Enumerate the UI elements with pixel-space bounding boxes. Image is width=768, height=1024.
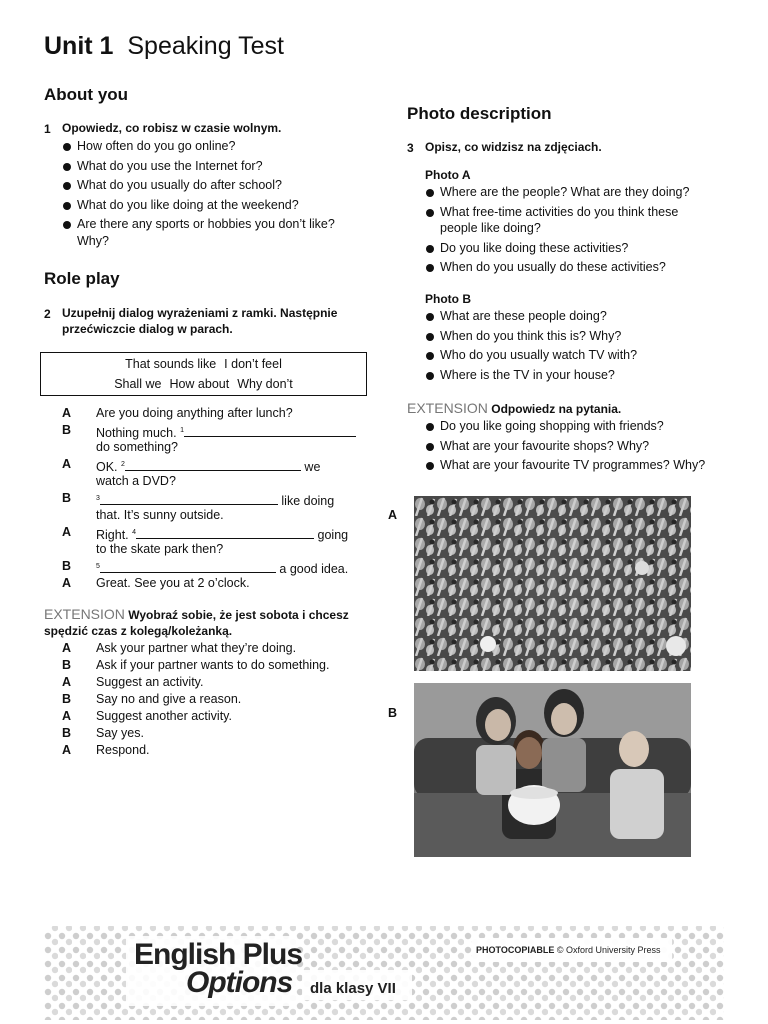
- blank-field[interactable]: [100, 492, 278, 505]
- speaker-label: A: [62, 675, 72, 689]
- speaker-label: A: [62, 709, 72, 723]
- dialog-line: do something?: [96, 440, 179, 454]
- grade-label: dla klasy VII: [310, 980, 396, 997]
- extension-instruction: [407, 400, 727, 417]
- brand-name: English Plus: [134, 938, 303, 971]
- crowd-image: [414, 496, 691, 671]
- list-item: Do you like doing these activities?: [425, 240, 715, 257]
- phrase: I don’t feel: [224, 357, 282, 371]
- speaker-label: A: [62, 743, 72, 757]
- speaker-label: B: [62, 658, 72, 672]
- step-text: Say no and give a reason.: [96, 692, 242, 706]
- question-instruction: Uzupełnij dialog wyrażeniami z ramki. Następnie przećwiczcie dialog w parach.: [62, 306, 338, 336]
- step-text: Respond.: [96, 743, 150, 757]
- copyright-line: [476, 945, 661, 955]
- friends-tv-photo: [414, 683, 691, 857]
- roleplay-heading: Role play: [44, 269, 120, 288]
- list-item: Where is the TV in your house?: [425, 367, 715, 384]
- dialog-line: Are you doing anything after lunch?: [96, 406, 293, 420]
- step-text: Suggest an activity.: [96, 675, 204, 689]
- extension-text: Odpowiedz na pytania.: [491, 402, 622, 416]
- photo-b-marker: B: [388, 706, 398, 720]
- speaker-label: B: [62, 423, 72, 437]
- list-item: What are your favourite shops? Why?: [425, 438, 725, 455]
- dialog-line: to the skate park then?: [96, 542, 224, 556]
- speaker-label: A: [62, 457, 72, 471]
- speaker-label: B: [62, 692, 72, 706]
- question-number: 1: [44, 122, 51, 136]
- question-number: 3: [407, 141, 414, 155]
- extension-label: EXTENSION: [44, 606, 125, 622]
- speaker-label: B: [62, 559, 72, 573]
- list-item: Who do you usually watch TV with?: [425, 347, 715, 364]
- list-item: What are your favourite TV programmes? Why?: [425, 457, 725, 474]
- list-item: How often do you go online?: [62, 138, 362, 155]
- list-item: What free-time activities do you think these people like doing?: [425, 204, 715, 237]
- page-title: Unit 1 Speaking Test: [44, 32, 284, 60]
- list-item: When do you usually do these activities?: [425, 259, 715, 276]
- speaker-label: A: [62, 576, 72, 590]
- extension-instruction: [44, 606, 364, 639]
- photo-b-label: Photo B: [425, 292, 471, 306]
- extension-label: EXTENSION: [407, 400, 488, 416]
- question-instruction: Opisz, co widzisz na zdjęciach.: [425, 140, 602, 154]
- about-questions: [62, 138, 362, 252]
- phrase: How about: [169, 377, 230, 391]
- extension-text: Wyobraź sobie, że jest sobota i chcesz spędzić czas z kolegą/koleżanką.: [44, 608, 349, 638]
- brand-subname: Options: [186, 966, 293, 999]
- list-item: What do you use the Internet for?: [62, 158, 362, 175]
- step-text: Ask if your partner wants to do something.: [96, 658, 330, 672]
- blank-field[interactable]: [100, 560, 276, 573]
- list-item: Are there any sports or hobbies you don’t like? Why?: [62, 216, 362, 249]
- photo-b-questions: [425, 308, 715, 386]
- step-text: Suggest another activity.: [96, 709, 232, 723]
- photo-heading: Photo description: [407, 104, 552, 123]
- extension-steps: [62, 640, 362, 759]
- dialog-line: OK. $^2$ we: [96, 460, 321, 475]
- phrase: That sounds like: [125, 357, 217, 371]
- dialog: [62, 405, 362, 592]
- step-text: Ask your partner what they’re doing.: [96, 641, 297, 655]
- crowd-photo: [414, 496, 691, 671]
- dialog-line: Right. $^4$ going: [96, 528, 349, 543]
- footer: [44, 918, 724, 1020]
- phrase-box: [40, 352, 367, 396]
- phrase: Why don’t: [237, 377, 293, 391]
- dialog-line: watch a DVD?: [96, 474, 176, 488]
- extension-questions: [425, 418, 725, 477]
- step-text: Say yes.: [96, 726, 144, 740]
- dialog-line: $^3$ like doing: [96, 494, 335, 509]
- list-item: What do you like doing at the weekend?: [62, 197, 362, 214]
- speaker-label: B: [62, 491, 72, 505]
- list-item: When do you think this is? Why?: [425, 328, 715, 345]
- speaker-label: A: [62, 641, 72, 655]
- blank-field[interactable]: [184, 424, 356, 437]
- list-item: What are these people doing?: [425, 308, 715, 325]
- photocopiable-label: PHOTOCOPIABLE: [476, 945, 555, 955]
- copyright-text: © Oxford University Press: [556, 945, 661, 955]
- photo-a-marker: A: [388, 508, 398, 522]
- dialog-line: Great. See you at 2 o’clock.: [96, 576, 250, 590]
- list-item: Do you like going shopping with friends?: [425, 418, 725, 435]
- phrase: Shall we: [114, 377, 162, 391]
- speaker-label: B: [62, 726, 72, 740]
- blank-field[interactable]: [136, 526, 314, 539]
- question-instruction: Opowiedz, co robisz w czasie wolnym.: [62, 121, 282, 135]
- list-item: What do you usually do after school?: [62, 177, 362, 194]
- blank-field[interactable]: [125, 458, 301, 471]
- photo-a-questions: [425, 184, 715, 279]
- speaker-label: A: [62, 525, 72, 539]
- photo-a-label: Photo A: [425, 168, 471, 182]
- friends-image: [414, 683, 691, 857]
- dialog-line: Nothing much. $^1$: [96, 422, 356, 442]
- about-heading: About you: [44, 85, 129, 104]
- speaker-label: A: [62, 406, 72, 420]
- dialog-line: $^5$ a good idea.: [96, 562, 349, 577]
- question-number: 2: [44, 307, 51, 321]
- list-item: Where are the people? What are they doing?: [425, 184, 715, 201]
- dialog-line: that. It’s sunny outside.: [96, 508, 224, 522]
